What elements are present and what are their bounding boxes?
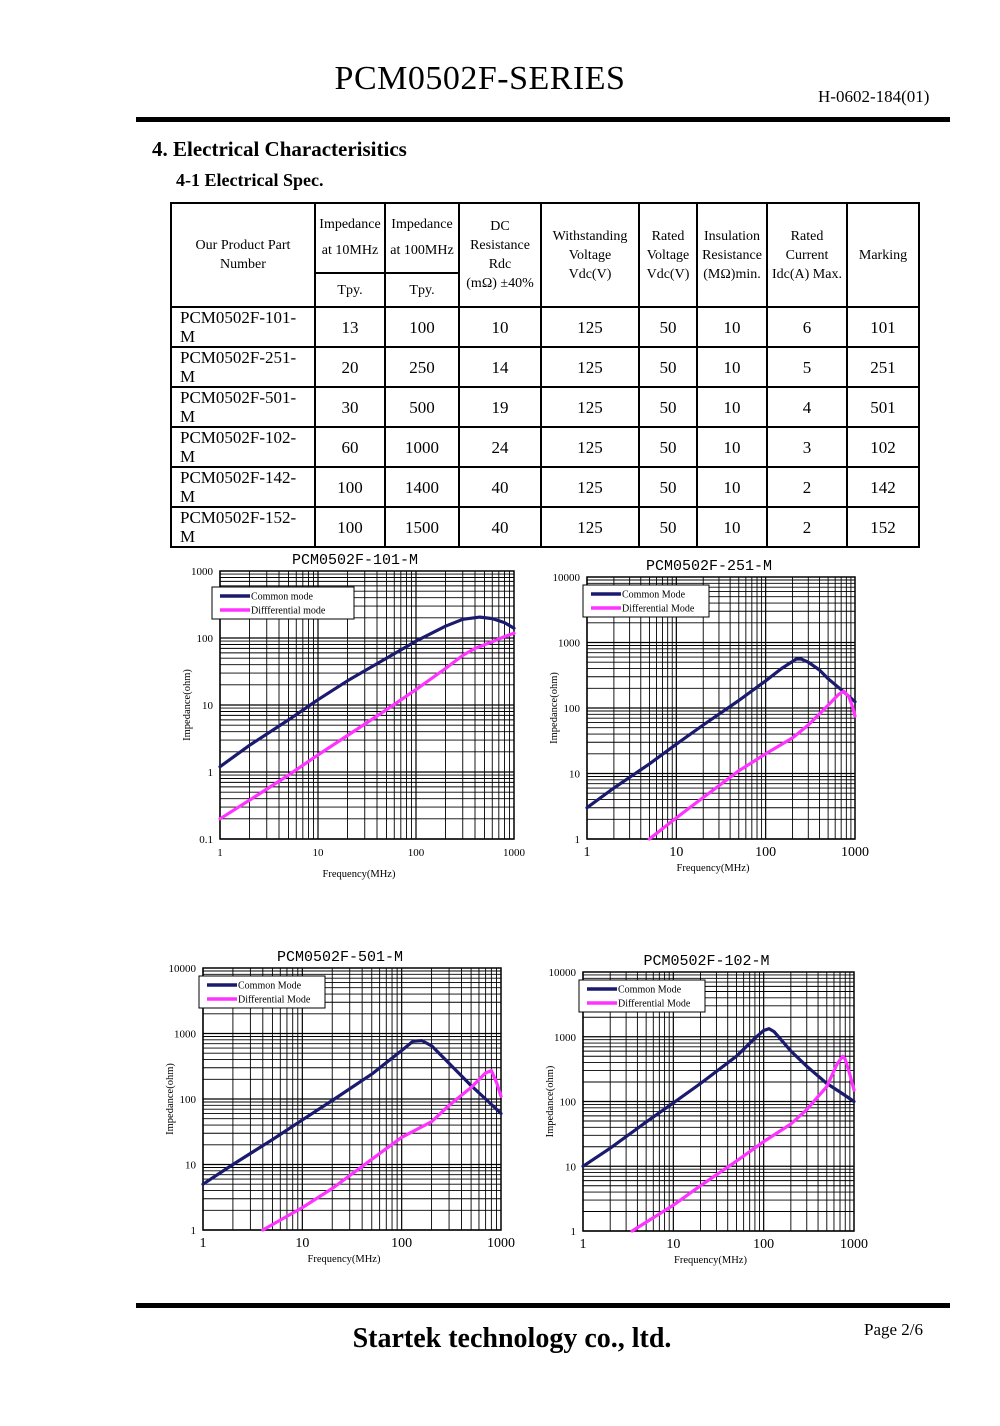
table-cell: 24 — [459, 427, 541, 467]
x-tick-label: 1 — [583, 845, 591, 860]
chart-legend — [583, 585, 709, 617]
header-line: Impedance — [391, 217, 453, 232]
y-tick-label: 10 — [202, 700, 213, 712]
table-cell: 10 — [697, 427, 767, 467]
x-tick-label: 1000 — [503, 847, 525, 859]
header-line: Voltage — [568, 247, 612, 263]
legend-label: Differential Mode — [238, 994, 311, 1006]
subsection-title: 4-1 Electrical Spec. — [176, 170, 324, 190]
spec-table — [170, 202, 920, 548]
table-cell: 4 — [767, 387, 847, 427]
legend-label: Common Mode — [618, 984, 682, 996]
part-number-cell: PCM0502F-152-M — [171, 507, 315, 547]
table-cell: 2 — [767, 467, 847, 507]
header-line: Resistance — [702, 247, 762, 263]
table-cell: 50 — [639, 387, 697, 427]
table-row — [171, 467, 919, 507]
y-tick-label: 1 — [190, 1225, 196, 1237]
legend-label: Common Mode — [622, 589, 686, 601]
header-line: Number — [220, 257, 266, 272]
header-line: Rated — [790, 228, 824, 244]
x-tick-label: 1000 — [841, 845, 869, 860]
x-tick-label: 10 — [669, 845, 684, 860]
y-axis-label: Impedance(ohm) — [549, 672, 560, 744]
x-tick-label: 100 — [391, 1236, 413, 1251]
part-number-cell: PCM0502F-102-M — [171, 427, 315, 467]
footer-rule — [136, 1303, 950, 1308]
part-number-cell: PCM0502F-101-M — [171, 307, 315, 347]
y-tick-label: 1 — [574, 834, 580, 846]
chart-501-m — [160, 945, 520, 1280]
header-line: at 10MHz — [321, 243, 379, 258]
table-cell: 40 — [459, 467, 541, 507]
table-cell: 500 — [385, 387, 459, 427]
footer-company: Startek technology co., ltd. — [352, 1323, 672, 1354]
header-line: Impedance — [319, 217, 381, 232]
chart-legend — [212, 587, 354, 619]
header-impedance-100mhz — [385, 203, 459, 273]
header-line: Vdc(V) — [646, 266, 690, 282]
x-tick-label: 100 — [753, 1237, 775, 1252]
header-rated-current — [767, 203, 847, 307]
table-cell: 125 — [541, 347, 639, 387]
x-axis-label: Frequency(MHz) — [676, 863, 750, 874]
header-dc-resistance — [459, 203, 541, 307]
legend-label: Differential Mode — [618, 998, 691, 1010]
table-cell: 19 — [459, 387, 541, 427]
legend-label: Diffferential mode — [251, 605, 326, 617]
header-line: Insulation — [704, 228, 760, 244]
y-tick-label: 0.1 — [199, 834, 213, 846]
header-line: Rdc — [488, 257, 512, 272]
table-cell: 50 — [639, 507, 697, 547]
header-line: DC — [490, 219, 510, 234]
header-line: (MΩ)min. — [703, 266, 761, 282]
header-withstanding-voltage — [541, 203, 639, 307]
x-tick-label: 100 — [755, 845, 777, 860]
part-number-cell: PCM0502F-251-M — [171, 347, 315, 387]
header-impedance-10mhz — [315, 203, 385, 273]
table-cell: 1500 — [385, 507, 459, 547]
table-cell: 14 — [459, 347, 541, 387]
y-tick-label: 10000 — [552, 572, 580, 584]
legend-label: Common Mode — [238, 980, 302, 992]
header-part-number — [171, 203, 315, 307]
y-tick-label: 100 — [179, 1094, 196, 1106]
table-cell: 50 — [639, 347, 697, 387]
y-tick-label: 1000 — [558, 637, 580, 650]
x-tick-label: 1000 — [840, 1237, 868, 1252]
y-tick-label: 10 — [185, 1159, 196, 1172]
table-cell: 125 — [541, 507, 639, 547]
table-cell: 13 — [315, 307, 385, 347]
table-cell: 251 — [847, 347, 919, 387]
y-tick-label: 100 — [559, 1096, 576, 1109]
chart-101-m — [170, 545, 530, 895]
y-tick-label: 10000 — [168, 963, 196, 975]
table-cell: 10 — [697, 507, 767, 547]
table-cell: 1000 — [385, 427, 459, 467]
page-number: Page 2/6 — [864, 1320, 924, 1339]
table-cell: 125 — [541, 387, 639, 427]
table-row — [171, 427, 919, 467]
header-line: Marking — [858, 247, 908, 263]
header-line: Idc(A) Max. — [772, 266, 842, 282]
table-cell: 60 — [315, 427, 385, 467]
header-line: Our Product Part — [195, 238, 291, 253]
chart-title: PCM0502F-101-M — [291, 552, 419, 569]
table-cell: 10 — [697, 467, 767, 507]
y-tick-label: 100 — [563, 703, 580, 715]
y-tick-label: 10000 — [548, 967, 576, 979]
table-cell: 152 — [847, 507, 919, 547]
table-cell: 1400 — [385, 467, 459, 507]
header-line: Current — [785, 247, 829, 263]
chart-title: PCM0502F-102-M — [643, 953, 770, 970]
table-cell: 3 — [767, 427, 847, 467]
y-axis-label: Impedance(ohm) — [165, 1063, 176, 1135]
table-cell: 101 — [847, 307, 919, 347]
header-line: Voltage — [646, 247, 690, 263]
table-cell: 10 — [697, 307, 767, 347]
table-cell: 50 — [639, 467, 697, 507]
table-cell: 142 — [847, 467, 919, 507]
table-row — [171, 307, 919, 347]
y-tick-label: 1000 — [174, 1028, 196, 1041]
header-insulation-resistance — [697, 203, 767, 307]
table-cell: 50 — [639, 307, 697, 347]
x-tick-label: 10 — [295, 1236, 310, 1251]
header-line: Resistance — [470, 238, 530, 253]
y-tick-label: 1 — [570, 1226, 576, 1238]
table-cell: 6 — [767, 307, 847, 347]
differential-mode-line — [220, 633, 514, 819]
common-mode-line — [203, 1041, 501, 1185]
table-cell: 10 — [697, 347, 767, 387]
differential-mode-line — [263, 1071, 501, 1230]
header-line: at 100MHz — [390, 243, 454, 258]
x-tick-label: 1 — [579, 1237, 587, 1252]
x-axis-label: Frequency(MHz) — [674, 1255, 747, 1266]
chart-102-m — [535, 945, 875, 1280]
chart-legend — [579, 980, 705, 1012]
table-cell: 30 — [315, 387, 385, 427]
document-title: PCM0502F-SERIES — [334, 60, 626, 97]
table-cell: 5 — [767, 347, 847, 387]
y-tick-label: 1000 — [554, 1031, 576, 1044]
table-cell: 125 — [541, 307, 639, 347]
table-cell: 50 — [639, 427, 697, 467]
table-cell: 501 — [847, 387, 919, 427]
chart-title: PCM0502F-501-M — [276, 949, 404, 966]
header-rule — [136, 117, 950, 122]
legend-label: Differential Mode — [622, 603, 695, 615]
section-title: 4. Electrical Characterisitics — [152, 137, 407, 161]
x-axis-label: Frequency(MHz) — [307, 1254, 381, 1265]
x-tick-label: 1000 — [487, 1236, 515, 1251]
y-tick-label: 100 — [196, 633, 213, 645]
table-cell: 10 — [459, 307, 541, 347]
chart-251-m — [540, 550, 880, 885]
header-marking — [847, 203, 919, 307]
table-cell: 10 — [697, 387, 767, 427]
chart-legend — [199, 976, 325, 1008]
x-tick-label: 1 — [217, 847, 223, 859]
table-row — [171, 387, 919, 427]
y-tick-label: 10 — [569, 768, 580, 781]
common-mode-line — [220, 617, 514, 767]
table-cell: 250 — [385, 347, 459, 387]
table-cell: 2 — [767, 507, 847, 547]
table-cell: 100 — [315, 467, 385, 507]
table-cell: 125 — [541, 427, 639, 467]
table-cell: 100 — [385, 307, 459, 347]
part-number-cell: PCM0502F-142-M — [171, 467, 315, 507]
table-row — [171, 347, 919, 387]
y-tick-label: 10 — [565, 1161, 576, 1174]
header-rated-voltage — [639, 203, 697, 307]
x-tick-label: 1 — [199, 1236, 207, 1251]
table-cell: 40 — [459, 507, 541, 547]
header-typ-10mhz: Tpy. — [315, 273, 385, 307]
x-tick-label: 100 — [407, 847, 425, 859]
y-axis-label: Impedance(ohm) — [545, 1065, 556, 1138]
y-tick-label: 1000 — [191, 566, 213, 578]
legend-label: Common mode — [251, 591, 313, 603]
table-cell: 125 — [541, 467, 639, 507]
table-row — [171, 507, 919, 547]
y-axis-label: Impedance(ohm) — [182, 669, 193, 741]
x-axis-label: Frequency(MHz) — [322, 869, 396, 880]
header-line: (mΩ) ±40% — [466, 276, 534, 291]
header-line: Withstanding — [552, 228, 628, 244]
header-typ-100mhz: Tpy. — [385, 273, 459, 307]
x-tick-label: 10 — [312, 847, 324, 859]
table-cell: 20 — [315, 347, 385, 387]
chart-title: PCM0502F-251-M — [645, 558, 773, 575]
common-mode-line — [583, 1029, 854, 1167]
part-number-cell: PCM0502F-501-M — [171, 387, 315, 427]
x-tick-label: 10 — [666, 1237, 681, 1252]
table-cell: 100 — [315, 507, 385, 547]
header-line: Vdc(V) — [568, 266, 612, 282]
header-line: Rated — [651, 228, 685, 244]
table-cell: 102 — [847, 427, 919, 467]
y-tick-label: 1 — [207, 767, 213, 779]
document-code: H-0602-184(01) — [818, 87, 930, 106]
